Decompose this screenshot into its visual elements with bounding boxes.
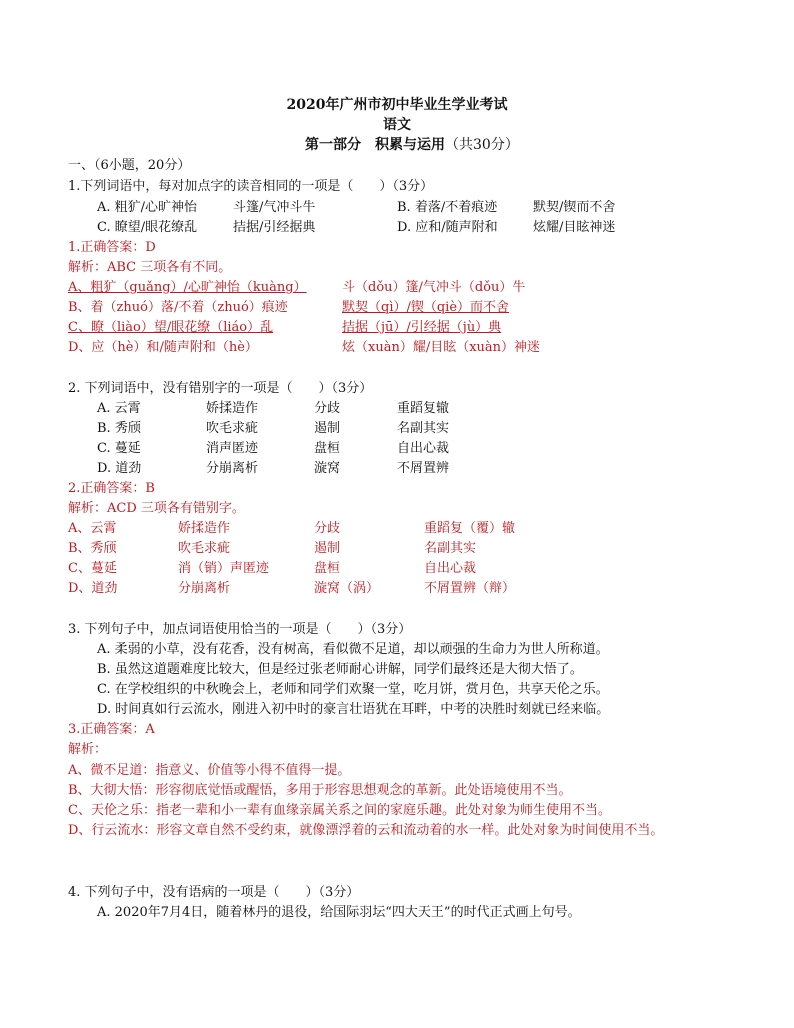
q2-detail-c: C、蔓延 <box>68 561 117 576</box>
q3-detail-c: C、天伦之乐：指老一辈和小一辈有血缘亲属关系之间的家庭乐趣。此处对象为师生使用不当。 <box>68 803 611 818</box>
q3-detail-a: A、微不足道：指意义、价值等小得不值得一提。 <box>68 763 351 778</box>
q2-option-b2: 吹毛求疵 <box>206 421 259 436</box>
q2-detail-a3: 分歧 <box>314 521 341 536</box>
q2-option-c3: 盘桓 <box>314 441 341 456</box>
q2-option-b: B. 秀颀 <box>97 421 141 436</box>
q1-detail-row <box>0 299 794 317</box>
section-heading: 一、（6小题，20分） <box>68 158 191 173</box>
q1-detail-b: B、着（zhuó）落/不着（zhuó）痕迹 <box>68 300 288 315</box>
q2-option-d2: 分崩离析 <box>206 461 259 476</box>
q3-detail-d: D、行云流水：形容文章自然不受约束，就像漂浮着的云和流动着的水一样。此处对象为时间使用不当。 <box>68 823 664 838</box>
q1-detail-a2: 斗（dǒu）篷/气冲斗（dǒu）牛 <box>342 280 526 295</box>
q2-detail-c4: 自出心裁 <box>424 561 477 576</box>
q2-detail-b3: 遏制 <box>314 541 341 556</box>
q1-option-d2: 炫耀/目眩神迷 <box>533 220 616 235</box>
q2-option-c: C. 蔓延 <box>97 441 141 456</box>
q1-detail-c: C、瞭（liào）望/眼花缭（liáo）乱 <box>68 320 274 335</box>
q2-detail-row <box>0 580 794 598</box>
q2-option-b3: 遏制 <box>314 421 341 436</box>
q2-option-c4: 自出心裁 <box>397 441 450 456</box>
q3-analysis: 解析： <box>68 742 108 757</box>
q2-option-row <box>0 460 794 478</box>
q3-stem: 3. 下列句子中，加点词语使用恰当的一项是（ ）（3分） <box>68 622 412 637</box>
q2-detail-c2: 消（销）声匿迹 <box>178 561 270 576</box>
q4-stem: 4. 下列句子中，没有语病的一项是（ ）（3分） <box>68 885 360 900</box>
q1-detail-row <box>0 339 794 357</box>
q2-detail-row <box>0 540 794 558</box>
q2-stem: 2. 下列词语中，没有错别字的一项是（ ）（3分） <box>68 381 373 396</box>
q2-option-d: D. 道劲 <box>97 461 142 476</box>
q2-detail-a2: 娇揉造作 <box>178 521 231 536</box>
q2-detail-d: D、道劲 <box>68 581 118 596</box>
q2-option-row <box>0 420 794 438</box>
q3-detail-b: B、大彻大悟：形容彻底觉悟或醒悟，多用于形容思想观念的革新。此处语境使用不当。 <box>68 783 572 798</box>
q1-detail-row <box>0 319 794 337</box>
q3-option-b: B. 虽然这道题难度比较大，但是经过张老师耐心讲解，同学们最终还是大彻大悟了。 <box>97 662 583 677</box>
q2-option-d4: 不屑置辨 <box>397 461 450 476</box>
q1-option-row <box>0 199 794 217</box>
q2-analysis: 解析：ACD 三项各有错别字。 <box>68 501 245 516</box>
q1-option-a2: 斗篷/气冲斗牛 <box>233 200 316 215</box>
q2-option-d3: 漩窝 <box>314 461 341 476</box>
q4-option-a: A. 2020年7月4日，随着林丹的退役，给国际羽坛“四大天王”的时代正式画上句号。 <box>97 905 581 920</box>
q1-detail-d2: 炫（xuàn）耀/目眩（xuàn）神迷 <box>342 340 541 355</box>
exam-title: 2020年广州市初中毕业生学业考试 <box>286 97 508 113</box>
q1-option-c: C. 瞭望/眼花缭乱 <box>97 220 198 235</box>
q1-analysis: 解析：ABC 三项各有不同。 <box>68 260 232 275</box>
q1-stem: 1.下列词语中，每对加点字的读音相同的一项是（ ）（3分） <box>68 179 434 194</box>
q2-detail-c3: 盘桓 <box>314 561 341 576</box>
part-heading <box>305 136 519 154</box>
q1-detail-b2: 默契（qì）/锲（qiè）而不舍 <box>342 300 510 315</box>
q1-answer: 1.正确答案：D <box>68 240 156 255</box>
q2-option-b4: 名副其实 <box>397 421 450 436</box>
q2-option-row <box>0 440 794 458</box>
q2-detail-b: B、秀颀 <box>68 541 117 556</box>
q1-option-b: B. 着落/不着痕迹 <box>397 200 498 215</box>
q1-option-d: D. 应和/随声附和 <box>397 220 498 235</box>
q2-option-row <box>0 400 794 418</box>
q1-detail-row <box>0 279 794 297</box>
q1-detail-a: A、粗犷（guǎng）/心旷神怡（kuàng） <box>68 280 307 295</box>
q2-option-a3: 分歧 <box>314 401 341 416</box>
q1-option-a: A. 粗犷/心旷神怡 <box>97 200 198 215</box>
q2-detail-b2: 吹毛求疵 <box>178 541 231 556</box>
q2-option-a2: 娇揉造作 <box>206 401 259 416</box>
q1-option-c2: 拮据/引经据典 <box>233 220 316 235</box>
q2-detail-d4: 不屑置辨（辩） <box>424 581 516 596</box>
q3-option-d: D. 时间真如行云流水，刚进入初中时的豪言壮语犹在耳畔，中考的决胜时刻就已经来临。 <box>97 702 610 717</box>
q2-detail-a4: 重蹈复（覆）辙 <box>424 521 516 536</box>
q3-answer: 3.正确答案：A <box>68 722 155 737</box>
q2-detail-d2: 分崩离析 <box>178 581 231 596</box>
q1-detail-d: D、应（hè）和/随声附和（hè） <box>68 340 258 355</box>
q3-option-c: C. 在学校组织的中秋晚会上，老师和同学们欢聚一堂，吃月饼，赏月色，共享天伦之乐。 <box>97 682 609 697</box>
q2-answer: 2.正确答案：B <box>68 481 155 496</box>
q3-option-a: A. 柔弱的小草，没有花香，没有树高，看似微不足道，却以顽强的生命力为世人所称道。 <box>97 642 609 657</box>
q2-option-a: A. 云霄 <box>97 401 141 416</box>
q1-option-row <box>0 219 794 237</box>
q2-detail-a: A、云霄 <box>68 521 117 536</box>
q2-detail-b4: 名副其实 <box>424 541 477 556</box>
q1-option-b2: 默契/锲而不舍 <box>533 200 616 215</box>
subject-title: 语文 <box>383 117 411 133</box>
q2-option-a4: 重蹈复辙 <box>397 401 450 416</box>
q2-detail-row <box>0 560 794 578</box>
q1-detail-c2: 拮据（jū）/引经据（jù）典 <box>342 320 502 335</box>
q2-detail-d3: 漩窝（涡） <box>314 581 380 596</box>
q2-option-c2: 消声匿迹 <box>206 441 259 456</box>
part-score: （共30分） <box>445 137 519 153</box>
part-main: 第一部分 积累与运用 <box>305 137 445 153</box>
q2-detail-row <box>0 520 794 538</box>
